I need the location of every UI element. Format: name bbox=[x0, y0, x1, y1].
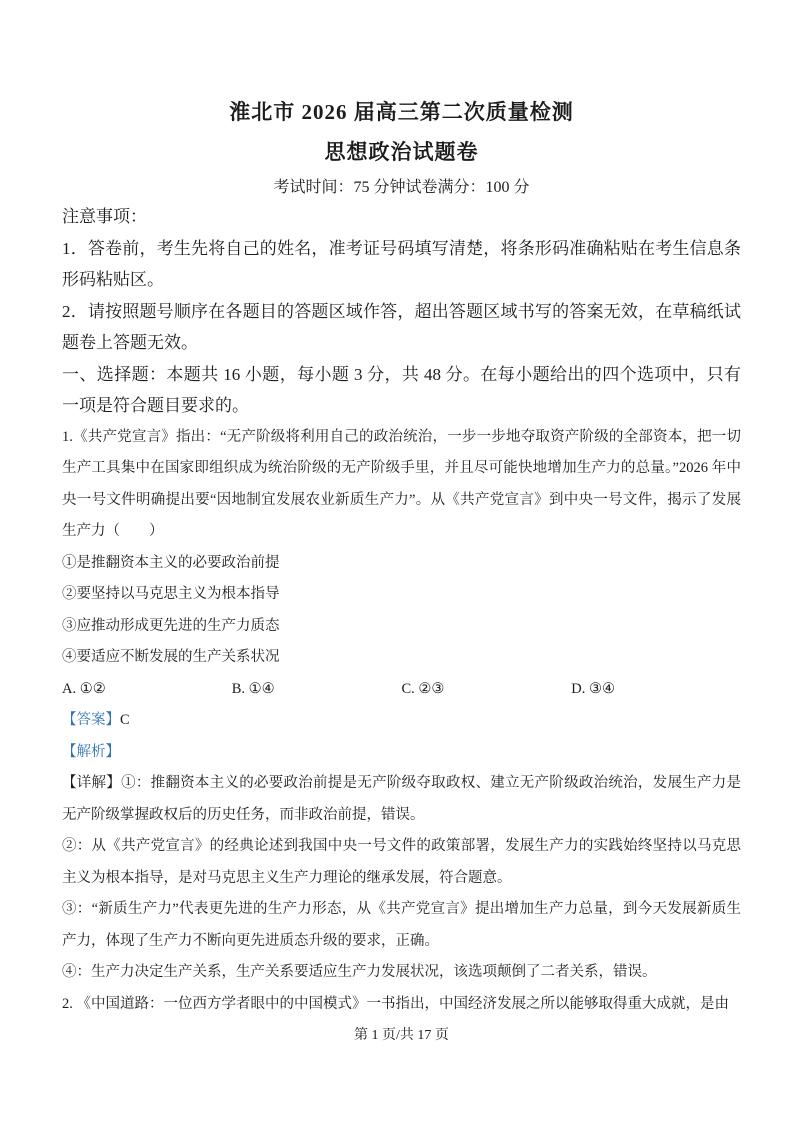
option-b: B. ①④ bbox=[231, 680, 275, 697]
explanation-paragraph-4: ④：生产力决定生产关系，生产关系要适应生产力发展状况，该选项颠倒了二者关系，错误。 bbox=[62, 964, 657, 980]
explanation-text-1: ①：推翻资本主义的必要政治前提是无产阶级夺取政权、建立无产阶级政治统治，发展生产力是无产阶级掌握政权后的历史任务，而非政治前提，错误。 bbox=[62, 775, 742, 823]
paper-title: 淮北市 2026 届高三第二次质量检测 bbox=[229, 100, 574, 124]
option-a: A. ①② bbox=[62, 680, 106, 697]
paper-header bbox=[62, 97, 741, 201]
question-1-statement-3: ③应推动形成更先进的生产力质态 bbox=[62, 617, 280, 634]
option-d: D. ③④ bbox=[571, 680, 615, 697]
question-1-statement-1: ①是推翻资本主义的必要政治前提 bbox=[62, 554, 280, 571]
question-2-stem-start: 2. 《中国道路：一位西方学者眼中的中国模式》一书指出，中国经济发展之所以能够取得重大成就，是由 bbox=[62, 995, 729, 1012]
analysis-label: 【解析】 bbox=[62, 743, 120, 760]
question-1-statement-4: ④要适应不断发展的生产关系状况 bbox=[62, 649, 280, 665]
explanation-paragraph-3: ③：“新质生产力”代表更先进的生产力形态，从《共产党宣言》提出增加生产力总量，到今天发展新质生产力，体现了生产力不断向更先进质态升级的要求，正确。 bbox=[62, 901, 741, 949]
explanation-label: 【详解】 bbox=[62, 775, 122, 791]
explanation-paragraph-1 bbox=[62, 768, 741, 831]
exam-info-line: 考试时间：75 分钟试卷满分：100 分 bbox=[273, 179, 530, 196]
explanation-paragraph-2: ②：从《共产党宣言》的经典论述到我国中央一号文件的政策部署，发展生产力的实践始终坚持以马克思主义为根本指导，是对马克思主义生产力理论的继承发展，符合题意。 bbox=[62, 838, 741, 886]
notice-item-1: 1．答卷前，考生先将自己的姓名，准考证号码填写清楚，将条形码准确粘贴在考生信息条形码粘贴区。 bbox=[62, 238, 741, 289]
notice-section bbox=[62, 201, 741, 359]
page-number-indicator: 第 1 页/共 17 页 bbox=[354, 1028, 449, 1043]
notice-heading: 注意事项： bbox=[62, 207, 147, 226]
question-1-stem: 1.《共产党宣言》指出：“无产阶级将利用自己的政治统治，一步一步地夺取资产阶级的全部资本，把一切生产工具集中在国家即组织成为统治阶级的无产阶级手里，并且尽可能快地增加生产力的总量。”2026 年中央一号文件明确提出要“因地制宜发展农业新质生产力”。从《共产党宣言》到中央一号文件，揭示了发展生产力（ ） bbox=[62, 428, 741, 539]
paper-subtitle: 思想政治试题卷 bbox=[324, 140, 479, 164]
question-1-options-row bbox=[62, 674, 741, 706]
answer-label: 【答案】 bbox=[62, 712, 120, 728]
question-1-statement-2: ②要坚持以马克思主义为根本指导 bbox=[62, 586, 280, 602]
notice-item-2: 2．请按照题号顺序在各题目的答题区域作答，超出答题区域书写的答案无效，在草稿纸试题卷上答题无效。 bbox=[62, 301, 741, 352]
answer-line bbox=[62, 705, 741, 737]
question-1-block bbox=[62, 422, 741, 989]
section-one-heading: 一、选择题：本题共 16 小题，每小题 3 分，共 48 分。在每小题给出的四个选项中，只有一项是符合题目要求的。 bbox=[62, 364, 741, 415]
answer-value: C bbox=[120, 712, 130, 728]
option-c: C. ②③ bbox=[401, 680, 445, 697]
